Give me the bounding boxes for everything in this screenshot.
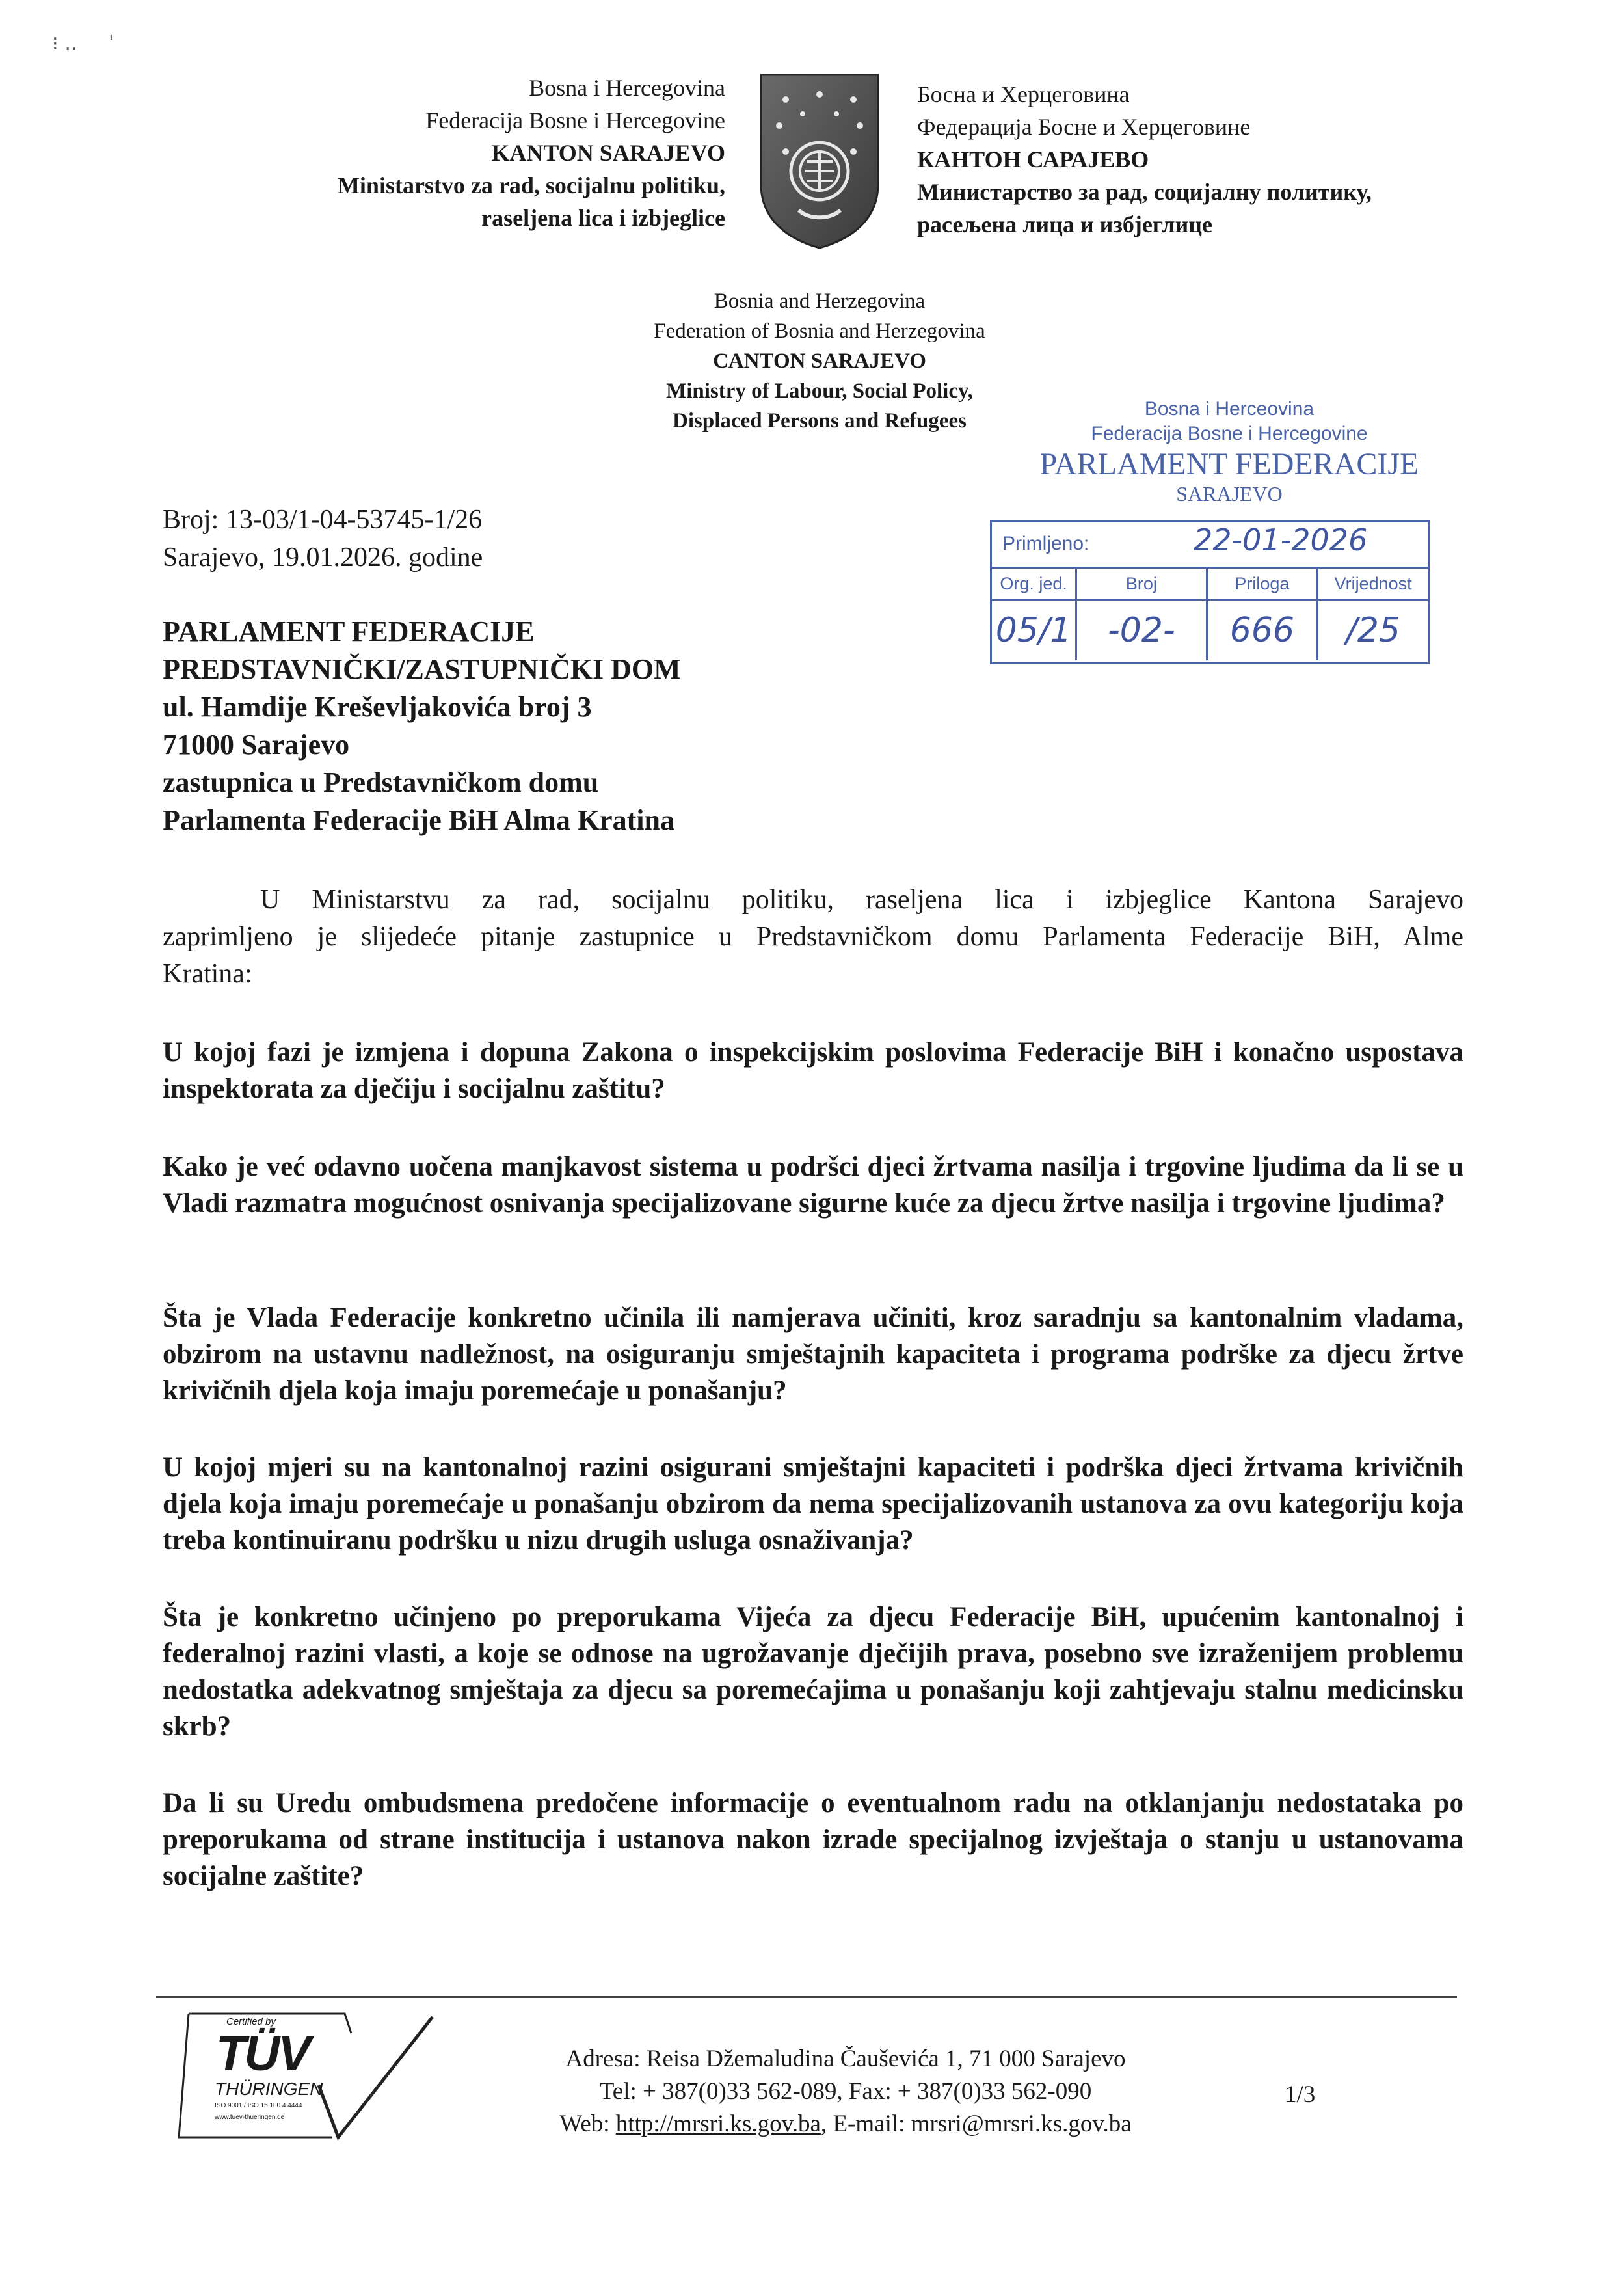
recipient-line: 71000 Sarajevo (163, 729, 350, 761)
coat-of-arms-icon (760, 74, 879, 249)
question-4: U kojoj mjeri su na kantonalnoj razini osigurani smještajni kapaciteti i podrška djeci žrtvama krivičnih djela koja imaju poremećaje u ponašanju obzirom da nema specijalizovanih ustanova za ovu kategoriju koja treba kontinuiranu podršku u nizu drugih usluga osnaživanja? (163, 1452, 1463, 1556)
header-latin-canton: KANTON SARAJEVO (491, 140, 725, 166)
recipient-address (163, 613, 681, 839)
stamp-city: SARAJEVO (1176, 482, 1283, 506)
header-latin (195, 72, 725, 234)
header-english (585, 286, 1054, 436)
stamp-val-priloga: 666 (1208, 601, 1319, 660)
footer-email: , E-mail: mrsri@mrsri.ks.gov.ba (820, 2111, 1132, 2137)
document-reference (163, 501, 483, 576)
received-stamp-box (990, 520, 1430, 664)
header-english-canton: CANTON SARAJEVO (713, 349, 926, 373)
stamp-col-priloga: Priloga (1208, 569, 1319, 599)
reference-number: Broj: 13-03/1-04-53745-1/26 (163, 505, 483, 535)
footer-address: Adresa: Reisa Džemaludina Čauševića 1, 71 000 Sarajevo (565, 2046, 1126, 2072)
stamp-col-vrijednost: Vrijednost (1334, 573, 1412, 593)
stamp-received-label: Primljeno: (1002, 533, 1089, 554)
footer-phone: Tel: + 387(0)33 562-089, Fax: + 387(0)33 562-090 (599, 2078, 1092, 2105)
tuv-certification-logo (176, 2007, 436, 2150)
tuv-standards: ISO 9001 / ISO 15 100 4.4444 (215, 2102, 302, 2109)
recipient-line: PARLAMENT FEDERACIJE (163, 615, 535, 647)
stamp-val-org: 05/1 (992, 601, 1077, 660)
header-cyrillic-federation: Федерација Босне и Херцеговине (917, 114, 1251, 140)
tuv-region: THÜRINGEN (215, 2079, 323, 2099)
header-latin-ministry-1: Ministarstvo za rad, socijalnu politiku, (337, 172, 725, 198)
stamp-col-org: Org. jed. (992, 569, 1077, 599)
footer-web-label: Web: (559, 2111, 616, 2137)
header-latin-ministry-2: raseljena lica i izbjeglice (481, 205, 725, 231)
tuv-site: www.tuev-thueringen.de (215, 2114, 285, 2121)
stamp-received-date: 22-01-2026 (1194, 522, 1368, 558)
intro-line-3: Kratina: (163, 959, 252, 989)
received-stamp-heading (995, 397, 1463, 505)
scan-marks: ⁝ ‥ ˈ (52, 33, 114, 55)
stamp-val-broj: -02- (1077, 601, 1207, 660)
stamp-line-1: Bosna i Herceovina (1144, 398, 1315, 420)
page-number: 1/3 (1285, 2081, 1316, 2108)
stamp-columns-header (992, 569, 1428, 601)
header-english-ministry-1: Ministry of Labour, Social Policy, (666, 379, 973, 403)
header-english-country: Bosnia and Herzegovina (714, 290, 926, 313)
intro-paragraph (163, 882, 1463, 993)
question-3: Šta je Vlada Federacije konkretno učinila ili namjerava učiniti, kroz saradnju sa kantonalnim vladama, obzirom na ustavnu nadležnost, na osiguranju smještajnih kapaciteta i programa podrške za djecu žrtve krivičnih djela koja imaju poremećaje u ponašanju? (163, 1303, 1463, 1406)
header-cyrillic-ministry-2: расељена лица и избјеглице (917, 211, 1212, 237)
question-1: U kojoj fazi je izmjena i dopuna Zakona o inspekcijskim poslovima Federacije BiH i konačno uspostava inspektorata za dječiju i socijalnu zaštitu? (163, 1037, 1463, 1104)
recipient-line: ul. Hamdije Kreševljakovića broj 3 (163, 691, 592, 723)
tuv-certified-label: Certified by (226, 2016, 276, 2027)
footer-contact (455, 2043, 1236, 2141)
intro-line-1: U Ministarstvu za rad, socijalnu politiku, raseljena lica i izbjeglice Kantona Sarajevo (260, 885, 1463, 915)
recipient-line: PREDSTAVNIČKI/ZASTUPNIČKI DOM (163, 653, 681, 685)
question-2: Kako je već odavno uočena manjkavost sistema u podršci djeci žrtvama nasilja i trgovine ljudima da li se u Vladi razmatra mogućnost osnivanja specijalizovane sigurne kuće za djecu žrtve nasilja i trgovine ljudima? (163, 1152, 1463, 1219)
footer-divider (156, 1996, 1457, 1998)
header-cyrillic (917, 78, 1502, 241)
header-cyrillic-country: Босна и Херцеговина (917, 81, 1130, 107)
stamp-title: PARLAMENT FEDERACIJE (1039, 447, 1419, 481)
header-latin-federation: Federacija Bosne i Hercegovine (425, 107, 725, 133)
intro-line-2: zaprimljeno je slijedeće pitanje zastupnice u Predstavničkom domu Parlamenta Federacije BiH, Alme (163, 922, 1463, 952)
tuv-brand: TÜV (216, 2026, 309, 2081)
header-cyrillic-canton: КАНТОН САРАЈЕВО (917, 146, 1149, 172)
reference-date: Sarajevo, 19.01.2026. godine (163, 543, 483, 573)
header-latin-country: Bosna i Hercegovina (529, 75, 725, 101)
recipient-line: Parlamenta Federacije BiH Alma Kratina (163, 804, 674, 836)
stamp-values-row (992, 601, 1428, 660)
question-5: Šta je konkretno učinjeno po preporukama Vijeća za djecu Federacije BiH, upućenim kantonalnoj i federalnoj razini vlasti, a koje se odnose na ugrožavanje dječijih prava, posebno sve izraženijem problemu nedostatka adekvatnog smještaja za djecu sa poremećajima u ponašanju koji zahtjevaju stalnu medicinsku skrb? (163, 1602, 1463, 1742)
footer-web-link[interactable]: http://mrsri.ks.gov.ba (615, 2111, 821, 2137)
header-english-federation: Federation of Bosnia and Herzegovina (654, 319, 985, 343)
stamp-val-vrijednost: /25 (1346, 611, 1400, 650)
question-6: Da li su Uredu ombudsmena predočene informacije o eventualnom radu na otklanjanju nedostataka po preporukama od strane institucija i ustanova nakon izrade specijalnog izvještaja o stanju u ustanovama socijalne zaštite? (163, 1788, 1463, 1891)
stamp-col-broj: Broj (1077, 569, 1207, 599)
header-cyrillic-ministry-1: Министарство за рад, социјалну политику, (917, 179, 1372, 205)
stamp-line-2: Federacija Bosne i Hercegovine (1091, 423, 1368, 444)
stamp-received-row (992, 522, 1428, 569)
footer-web-line (455, 2108, 1236, 2141)
header-english-ministry-2: Displaced Persons and Refugees (673, 409, 967, 433)
recipient-line: zastupnica u Predstavničkom domu (163, 766, 599, 798)
